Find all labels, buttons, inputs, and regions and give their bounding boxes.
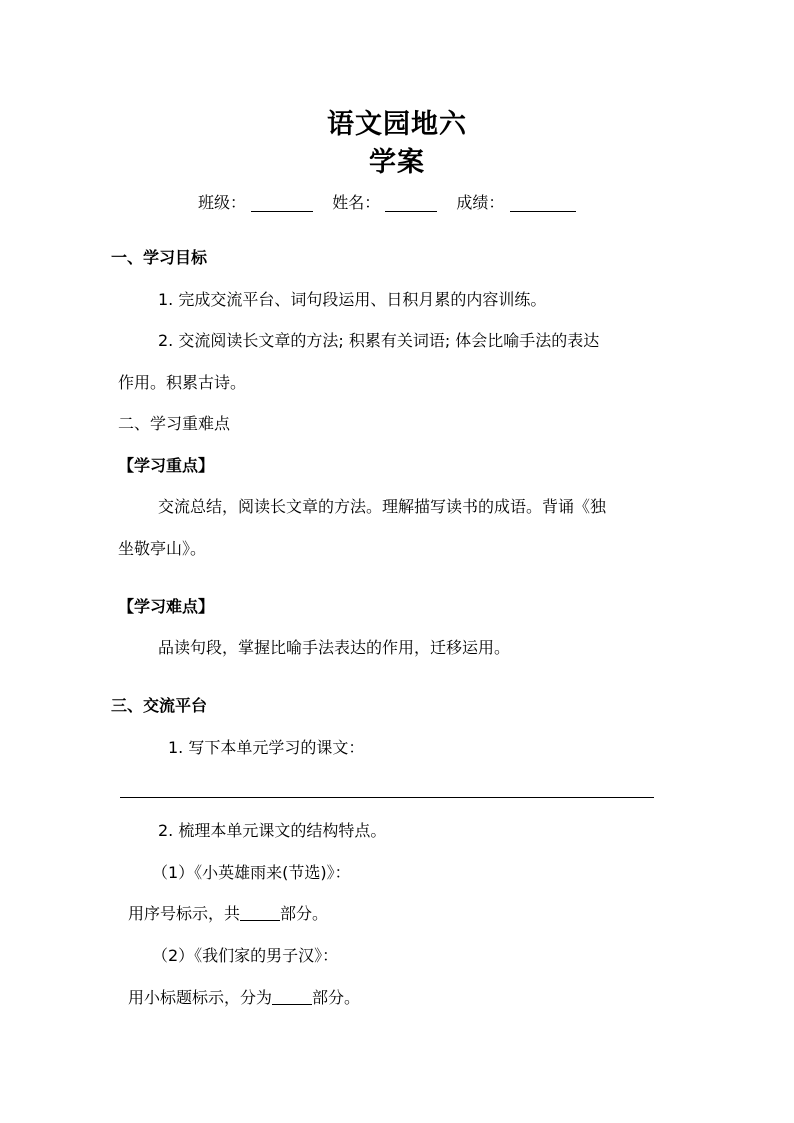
section2-heading: 二、学习重难点 (118, 414, 231, 433)
difficulty-label: 【学习难点】 (118, 597, 215, 616)
score-blank[interactable] (510, 195, 576, 212)
sub1-text-after: 部分。 (280, 904, 329, 923)
sub-question-1-title: （1）《小英雄雨来(节选)》： (152, 863, 351, 882)
sub1-blank[interactable] (240, 906, 280, 921)
class-blank[interactable] (251, 195, 313, 212)
name-blank[interactable] (385, 195, 437, 212)
goal-item-1: 1. 完成交流平台、词句段运用、日积月累的内容训练。 (158, 290, 547, 309)
section1-heading: 一、学习目标 (111, 248, 208, 267)
question-1: 1. 写下本单元学习的课文： (168, 738, 365, 757)
sub2-text-after: 部分。 (312, 988, 361, 1007)
key-points-label: 【学习重点】 (118, 456, 215, 475)
key-points-line2: 坐敬亭山》。 (118, 539, 207, 558)
score-label: 成绩： (456, 193, 505, 212)
name-label: 姓名： (332, 193, 381, 212)
page-title: 语文园地六 (327, 109, 467, 140)
page-subtitle: 学案 (369, 147, 425, 178)
goal-item-2-line2: 作用。积累古诗。 (118, 373, 247, 392)
key-points-line1: 交流总结，阅读长文章的方法。理解描写读书的成语。背诵《独 (158, 497, 607, 516)
class-label: 班级： (198, 193, 247, 212)
sub-question-1-text (128, 904, 328, 924)
sub1-text-before: 用序号标示，共 (128, 904, 241, 923)
sub-question-2-title: （2）《我们家的男子汉》： (152, 946, 339, 965)
answer-line[interactable] (120, 797, 654, 798)
goal-item-2-line1: 2. 交流阅读长文章的方法; 积累有关词语; 体会比喻手法的表达 (158, 331, 600, 350)
section3-heading: 三、交流平台 (111, 696, 208, 715)
sub2-blank[interactable] (272, 990, 312, 1005)
sub2-text-before: 用小标题标示，分为 (128, 988, 273, 1007)
question-2: 2. 梳理本单元课文的结构特点。 (158, 821, 387, 840)
difficulty-text: 品读句段，掌握比喻手法表达的作用，迁移运用。 (158, 638, 511, 657)
sub-question-2-text (128, 988, 360, 1008)
student-info-row (198, 190, 576, 213)
